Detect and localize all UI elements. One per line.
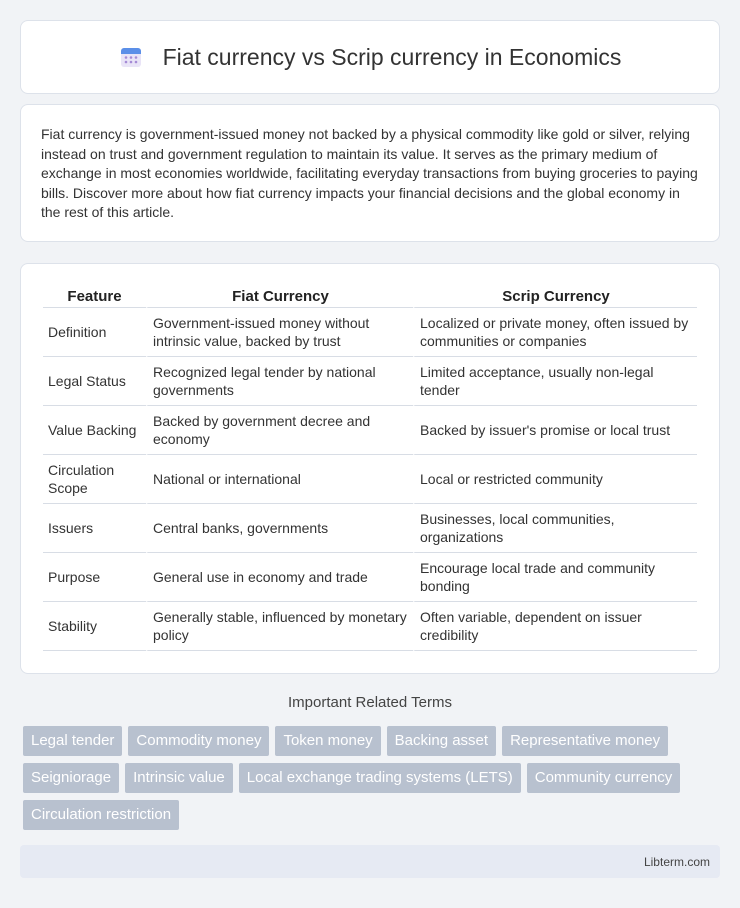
cell-feature: Stability [43, 602, 146, 651]
cell-feature: Definition [43, 308, 146, 357]
table-row [43, 602, 697, 651]
tag-legal-tender[interactable]: Legal tender [23, 726, 122, 756]
cell-fiat: Central banks, governments [146, 504, 413, 553]
tag-circulation-restriction[interactable]: Circulation restriction [23, 800, 179, 830]
footer [20, 845, 720, 878]
page-title [119, 44, 622, 71]
header-card [20, 20, 720, 94]
tag-seigniorage[interactable]: Seigniorage [23, 763, 119, 793]
comparison-table [43, 284, 697, 651]
tag-community-currency[interactable]: Community currency [527, 763, 681, 793]
cell-feature: Legal Status [43, 357, 146, 406]
table-row [43, 553, 697, 602]
tag-intrinsic-value[interactable]: Intrinsic value [125, 763, 233, 793]
tag-commodity-money[interactable]: Commodity money [128, 726, 269, 756]
calendar-icon [119, 45, 143, 69]
header-scrip: Scrip Currency [413, 284, 697, 308]
page-title-text: Fiat currency vs Scrip currency in Economics [162, 43, 622, 70]
table-row [43, 455, 697, 504]
table-row [43, 406, 697, 455]
related-terms-title: Important Related Terms [288, 694, 452, 711]
cell-fiat: Backed by government decree and economy [146, 406, 413, 455]
cell-feature: Purpose [43, 553, 146, 602]
table-row [43, 308, 697, 357]
table-header-row [43, 284, 697, 308]
cell-fiat: National or international [146, 455, 413, 504]
tag-backing-asset[interactable]: Backing asset [387, 726, 496, 756]
table-row [43, 504, 697, 553]
cell-fiat: Generally stable, influenced by monetary policy [146, 602, 413, 651]
tag-representative-money[interactable]: Representative money [502, 726, 668, 756]
header-feature: Feature [43, 284, 146, 308]
cell-scrip: Local or restricted community [413, 455, 697, 504]
intro-paragraph: Fiat currency is government-issued money not backed by a physical commodity like gold or silver, relying instead on trust and government regulation to maintain its value. It serves as the primary medium of exchange in most economies worldwide, facilitating everyday transactions from buying groceries to paying bills. Discover more about how fiat currency impacts your financial decisions and the global economy in the rest of this article. [41, 126, 698, 220]
footer-brand[interactable]: Libterm.com [643, 854, 710, 869]
cell-scrip: Encourage local trade and community bonding [413, 553, 697, 602]
cell-scrip: Businesses, local communities, organizations [413, 504, 697, 553]
cell-scrip: Backed by issuer's promise or local trust [413, 406, 697, 455]
cell-feature: Circulation Scope [43, 455, 146, 504]
tag-lets[interactable]: Local exchange trading systems (LETS) [239, 763, 521, 793]
cell-fiat: Government-issued money without intrinsic value, backed by trust [146, 308, 413, 357]
tag-token-money[interactable]: Token money [275, 726, 380, 756]
header-fiat: Fiat Currency [146, 284, 413, 308]
comparison-table-card [20, 263, 720, 674]
cell-feature: Issuers [43, 504, 146, 553]
cell-fiat: General use in economy and trade [146, 553, 413, 602]
cell-fiat: Recognized legal tender by national governments [146, 357, 413, 406]
cell-scrip: Often variable, dependent on issuer credibility [413, 602, 697, 651]
cell-scrip: Limited acceptance, usually non-legal tender [413, 357, 697, 406]
intro-card [20, 104, 720, 242]
related-terms-tags [23, 726, 723, 830]
cell-scrip: Localized or private money, often issued by communities or companies [413, 308, 697, 357]
cell-feature: Value Backing [43, 406, 146, 455]
table-row [43, 357, 697, 406]
